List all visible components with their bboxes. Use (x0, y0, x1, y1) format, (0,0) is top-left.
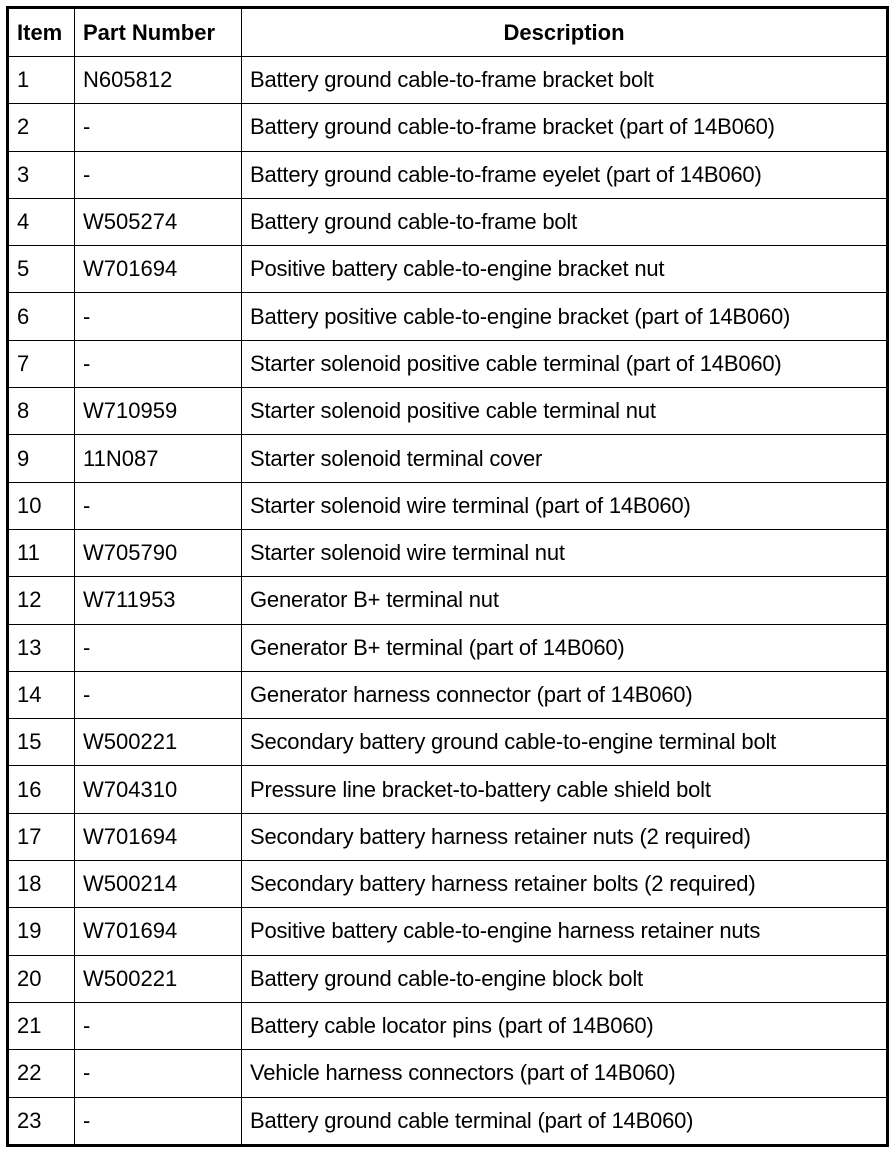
description-cell: Starter solenoid wire terminal nut (242, 529, 888, 576)
description-cell: Positive battery cable-to-engine harness retainer nuts (242, 908, 888, 955)
part-number-cell: - (75, 104, 242, 151)
description-cell: Generator B+ terminal (part of 14B060) (242, 624, 888, 671)
item-cell: 1 (8, 57, 75, 104)
description-cell: Starter solenoid positive cable terminal nut (242, 388, 888, 435)
item-cell: 12 (8, 577, 75, 624)
item-cell: 20 (8, 955, 75, 1002)
description-cell: Battery ground cable-to-engine block bolt (242, 955, 888, 1002)
description-cell: Generator harness connector (part of 14B060) (242, 671, 888, 718)
item-cell: 5 (8, 246, 75, 293)
part-number-cell: W701694 (75, 908, 242, 955)
table-body (8, 57, 888, 1146)
part-number-cell: W500221 (75, 955, 242, 1002)
description-cell: Starter solenoid terminal cover (242, 435, 888, 482)
item-cell: 6 (8, 293, 75, 340)
item-cell: 10 (8, 482, 75, 529)
item-cell: 19 (8, 908, 75, 955)
part-number-cell: W505274 (75, 198, 242, 245)
item-cell: 11 (8, 529, 75, 576)
table-row (8, 1002, 888, 1049)
item-cell: 14 (8, 671, 75, 718)
item-cell: 13 (8, 624, 75, 671)
item-cell: 7 (8, 340, 75, 387)
description-cell: Battery ground cable-to-frame bracket (part of 14B060) (242, 104, 888, 151)
header-row (8, 8, 888, 57)
description-cell: Starter solenoid positive cable terminal (part of 14B060) (242, 340, 888, 387)
item-cell: 17 (8, 813, 75, 860)
part-number-cell: - (75, 1002, 242, 1049)
table-row (8, 57, 888, 104)
table-row (8, 955, 888, 1002)
description-cell: Battery ground cable-to-frame bracket bolt (242, 57, 888, 104)
part-number-cell: W710959 (75, 388, 242, 435)
description-cell: Battery ground cable-to-frame eyelet (part of 14B060) (242, 151, 888, 198)
table-row (8, 151, 888, 198)
description-cell: Generator B+ terminal nut (242, 577, 888, 624)
part-number-cell: W705790 (75, 529, 242, 576)
table-row (8, 293, 888, 340)
part-number-cell: - (75, 624, 242, 671)
description-cell: Starter solenoid wire terminal (part of 14B060) (242, 482, 888, 529)
item-cell: 16 (8, 766, 75, 813)
item-cell: 23 (8, 1097, 75, 1145)
part-number-cell: - (75, 1050, 242, 1097)
item-cell: 3 (8, 151, 75, 198)
part-number-cell: W701694 (75, 246, 242, 293)
item-cell: 2 (8, 104, 75, 151)
table-row (8, 861, 888, 908)
table-row (8, 1050, 888, 1097)
table-row (8, 813, 888, 860)
table-row (8, 624, 888, 671)
description-cell: Battery ground cable-to-frame bolt (242, 198, 888, 245)
item-cell: 21 (8, 1002, 75, 1049)
description-cell: Secondary battery ground cable-to-engine terminal bolt (242, 719, 888, 766)
header-item: Item (8, 8, 75, 57)
item-cell: 22 (8, 1050, 75, 1097)
table-row (8, 1097, 888, 1145)
part-number-cell: W701694 (75, 813, 242, 860)
parts-table (6, 6, 889, 1147)
table-row (8, 577, 888, 624)
table-row (8, 104, 888, 151)
table-row (8, 719, 888, 766)
header-part-number: Part Number (75, 8, 242, 57)
item-cell: 18 (8, 861, 75, 908)
table-header (8, 8, 888, 57)
part-number-cell: W500221 (75, 719, 242, 766)
table-row (8, 435, 888, 482)
item-cell: 15 (8, 719, 75, 766)
part-number-cell: W711953 (75, 577, 242, 624)
table-row (8, 671, 888, 718)
item-cell: 8 (8, 388, 75, 435)
part-number-cell: - (75, 482, 242, 529)
description-cell: Battery cable locator pins (part of 14B060) (242, 1002, 888, 1049)
item-cell: 4 (8, 198, 75, 245)
description-cell: Positive battery cable-to-engine bracket nut (242, 246, 888, 293)
item-cell: 9 (8, 435, 75, 482)
part-number-cell: 11N087 (75, 435, 242, 482)
part-number-cell: W704310 (75, 766, 242, 813)
part-number-cell: - (75, 340, 242, 387)
table-row (8, 908, 888, 955)
part-number-cell: N605812 (75, 57, 242, 104)
part-number-cell: - (75, 151, 242, 198)
description-cell: Battery positive cable-to-engine bracket (part of 14B060) (242, 293, 888, 340)
table-row (8, 766, 888, 813)
table-row (8, 529, 888, 576)
part-number-cell: - (75, 671, 242, 718)
description-cell: Battery ground cable terminal (part of 14B060) (242, 1097, 888, 1145)
table-row (8, 198, 888, 245)
table-row (8, 388, 888, 435)
description-cell: Vehicle harness connectors (part of 14B060) (242, 1050, 888, 1097)
table-row (8, 246, 888, 293)
header-description: Description (242, 8, 888, 57)
part-number-cell: - (75, 293, 242, 340)
part-number-cell: W500214 (75, 861, 242, 908)
table-row (8, 340, 888, 387)
description-cell: Secondary battery harness retainer bolts (2 required) (242, 861, 888, 908)
description-cell: Secondary battery harness retainer nuts (2 required) (242, 813, 888, 860)
part-number-cell: - (75, 1097, 242, 1145)
table-row (8, 482, 888, 529)
description-cell: Pressure line bracket-to-battery cable shield bolt (242, 766, 888, 813)
